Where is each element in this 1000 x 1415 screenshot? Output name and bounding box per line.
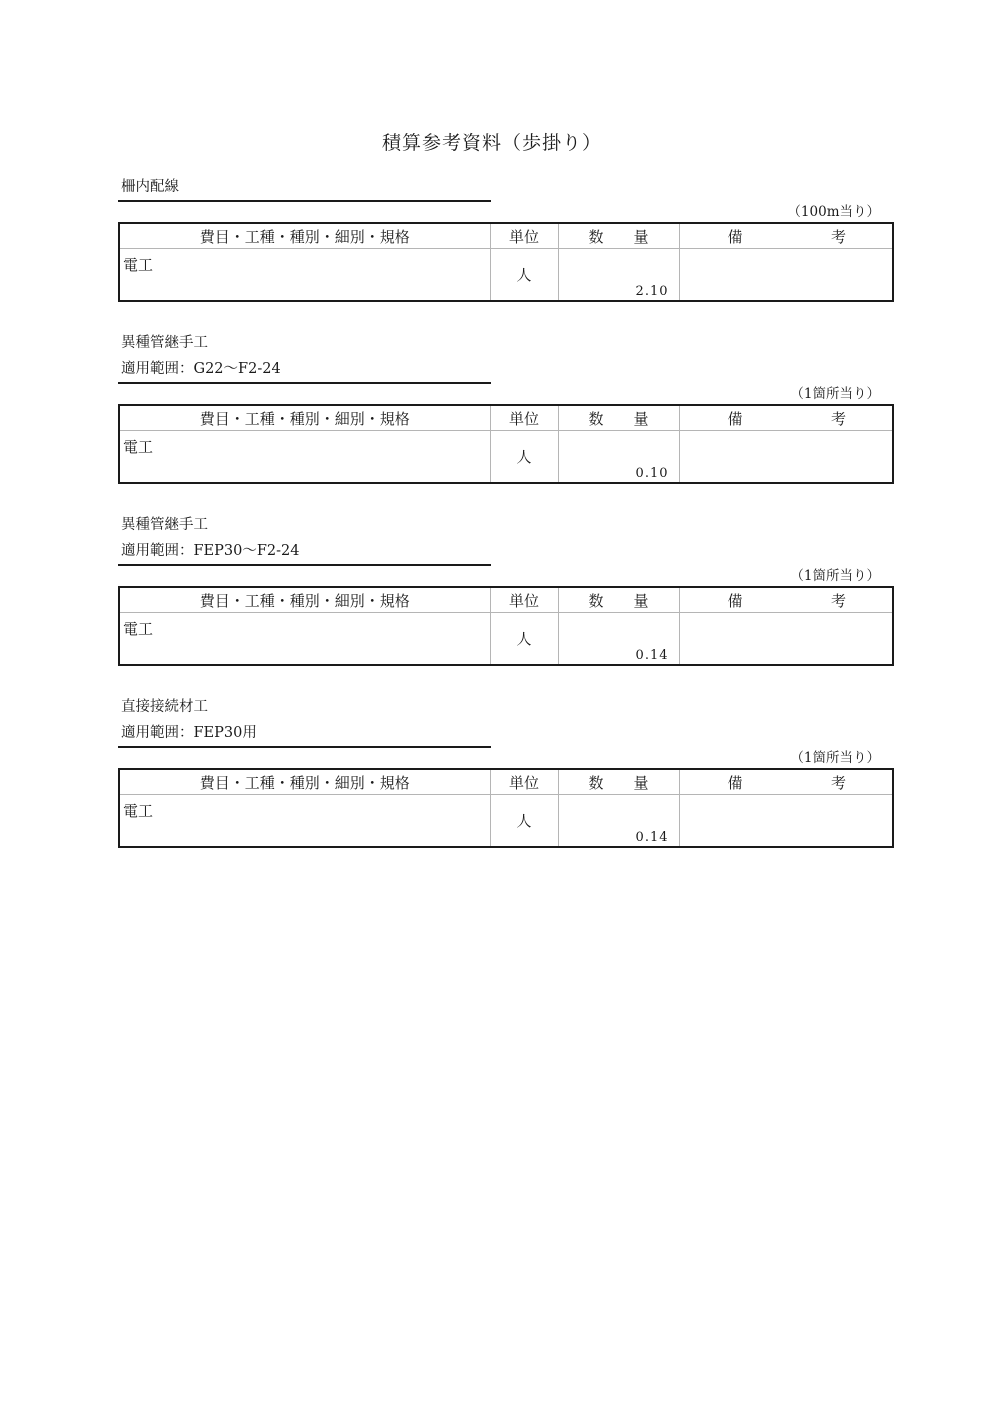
cell-qty: 0.10: [558, 431, 679, 484]
cell-item: 電工: [119, 249, 490, 302]
section-heading-block: [118, 512, 491, 566]
col-header-qty: 数 量: [558, 587, 679, 613]
per-unit-label: （1箇所当り）: [790, 750, 880, 766]
per-unit-label: （100m当り）: [787, 204, 880, 220]
col-header-unit: 単位: [490, 587, 558, 613]
cell-qty: 0.14: [558, 795, 679, 848]
section-heading-block: [118, 330, 491, 384]
table-row: [119, 249, 893, 302]
estimate-section: [118, 512, 894, 666]
section-heading: 柵内配線: [121, 179, 179, 195]
cell-unit: 人: [490, 431, 558, 484]
estimate-section: [118, 694, 894, 848]
table-header-row: [119, 587, 893, 613]
table-header-row: [119, 405, 893, 431]
table-row: [119, 795, 893, 848]
estimate-table: [118, 586, 894, 666]
col-header-unit: 単位: [490, 405, 558, 431]
section-scope: 適用範囲：G22～F2-24: [121, 361, 281, 377]
estimate-section: [118, 330, 894, 484]
col-header-item: 費目・工種・種別・細別・規格: [119, 405, 490, 431]
estimate-table: [118, 768, 894, 848]
cell-item: 電工: [119, 431, 490, 484]
section-scope: 適用範囲：FEP30～F2-24: [121, 543, 300, 559]
col-header-qty: 数 量: [558, 223, 679, 249]
section-scope: 適用範囲：FEP30用: [121, 725, 257, 741]
per-unit-label: （1箇所当り）: [790, 568, 880, 584]
cell-unit: 人: [490, 795, 558, 848]
col-header-note: 備 考: [679, 769, 893, 795]
table-row: [119, 613, 893, 666]
cell-qty: 0.14: [558, 613, 679, 666]
col-header-note: 備 考: [679, 587, 893, 613]
estimate-table: [118, 404, 894, 484]
col-header-unit: 単位: [490, 769, 558, 795]
col-header-qty: 数 量: [558, 769, 679, 795]
col-header-item: 費目・工種・種別・細別・規格: [119, 587, 490, 613]
section-heading: 異種管継手工: [121, 517, 208, 533]
col-header-qty: 数 量: [558, 405, 679, 431]
table-row: [119, 431, 893, 484]
cell-note: [679, 431, 893, 484]
cell-item: 電工: [119, 795, 490, 848]
table-header-row: [119, 223, 893, 249]
section-heading: 異種管継手工: [121, 335, 208, 351]
col-header-item: 費目・工種・種別・細別・規格: [119, 223, 490, 249]
page-title: 積算参考資料（歩掛り）: [381, 132, 602, 154]
cell-note: [679, 795, 893, 848]
cell-unit: 人: [490, 249, 558, 302]
cell-note: [679, 249, 893, 302]
estimate-table: [118, 222, 894, 302]
cell-unit: 人: [490, 613, 558, 666]
per-unit-label: （1箇所当り）: [790, 386, 880, 402]
table-header-row: [119, 769, 893, 795]
section-heading: 直接接続材工: [121, 699, 208, 715]
cell-note: [679, 613, 893, 666]
col-header-item: 費目・工種・種別・細別・規格: [119, 769, 490, 795]
col-header-note: 備 考: [679, 223, 893, 249]
cell-item: 電工: [119, 613, 490, 666]
section-heading-block: [118, 694, 491, 748]
estimate-section: [118, 174, 894, 302]
cell-qty: 2.10: [558, 249, 679, 302]
col-header-unit: 単位: [490, 223, 558, 249]
col-header-note: 備 考: [679, 405, 893, 431]
section-heading-block: [118, 174, 491, 202]
